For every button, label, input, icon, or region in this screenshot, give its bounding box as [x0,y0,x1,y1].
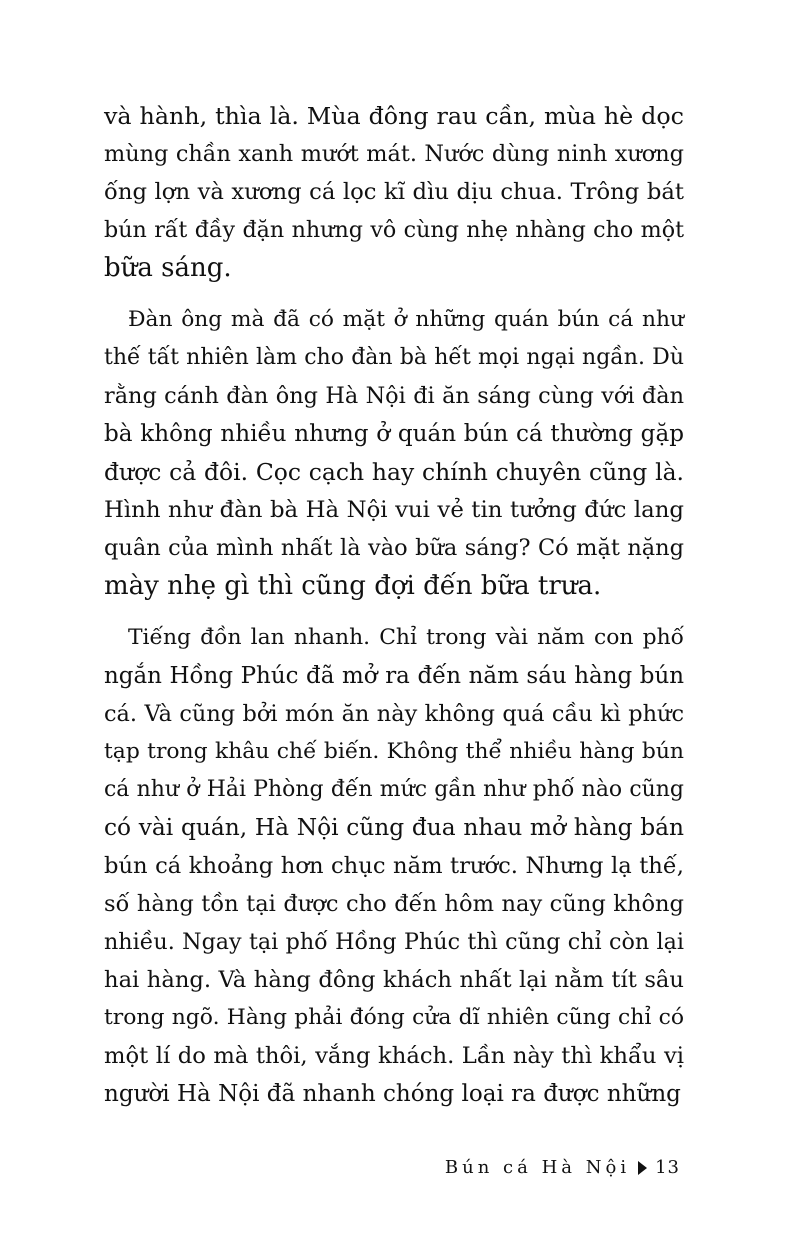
text-line: tạp trong khâu chế biến. Không thể nhiều hàng bún [104,739,684,764]
text-line: cá. Và cũng bởi món ăn này không quá cầu kì phức [104,701,684,727]
text-line: người Hà Nội đã nhanh chóng loại ra được những [104,1081,681,1107]
text-line: được cả đôi. Cọc cạch hay chính chuyên cũng là. [104,458,684,486]
paragraph [104,97,684,287]
text-line: quân của mình nhất là vào bữa sáng? Có mặt nặng [104,535,684,561]
running-title: Bún cá Hà Nội [444,1157,631,1178]
text-line: có vài quán, Hà Nội cũng đua nhau mở hàng bán [104,814,684,841]
text-line: một lí do mà thôi, vắng khách. Lần này thì khẩu vị [104,1043,684,1069]
triangle-right-icon [638,1161,647,1175]
page-footer [445,1157,680,1178]
page-number: 13 [655,1157,680,1178]
text-line: bún cá khoảng hơn chục năm trước. Nhưng lạ thế, [104,853,684,879]
text-line: cá như ở Hải Phòng đến mức gần như phố nào cũng [104,777,684,802]
text-line: ống lợn và xương cá lọc kĩ dìu dịu chua. Trông bát [104,179,684,205]
text-line: nhiều. Ngay tại phố Hồng Phúc thì cũng chỉ còn lại [104,929,684,955]
text-line: và hành, thìa là. Mùa đông rau cần, mùa hè dọc [104,102,684,130]
text-line: bà không nhiều nhưng ở quán bún cá thường gặp [104,421,684,447]
text-line: Hình như đàn bà Hà Nội vui vẻ tin tưởng đức lang [104,497,684,523]
text-line: số hàng tồn tại được cho đến hôm nay cũng không [104,891,684,917]
text-line: bữa sáng. [104,253,232,283]
text-line: mùng chần xanh mướt mát. Nước dùng ninh xương [104,141,684,167]
paragraph [104,619,684,1113]
text-line: ngắn Hồng Phúc đã mở ra đến năm sáu hàng bún [104,663,684,689]
text-line: rằng cánh đàn ông Hà Nội đi ăn sáng cùng với đàn [104,383,684,409]
paragraph [104,301,684,605]
body-text [104,97,684,1127]
text-line: thế tất nhiên làm cho đàn bà hết mọi ngại ngần. Dù [104,345,684,370]
text-line: bún rất đầy đặn nhưng vô cùng nhẹ nhàng cho một [104,217,684,243]
text-line: hai hàng. Và hàng đông khách nhất lại nằm tít sâu [104,967,684,993]
text-line: mày nhẹ gì thì cũng đợi đến bữa trưa. [104,571,602,601]
text-line: Tiếng đồn lan nhanh. Chỉ trong vài năm con phố [128,625,684,650]
text-line: trong ngõ. Hàng phải đóng cửa dĩ nhiên cũng chỉ có [104,1005,684,1030]
text-line: Đàn ông mà đã có mặt ở những quán bún cá như [128,307,684,332]
